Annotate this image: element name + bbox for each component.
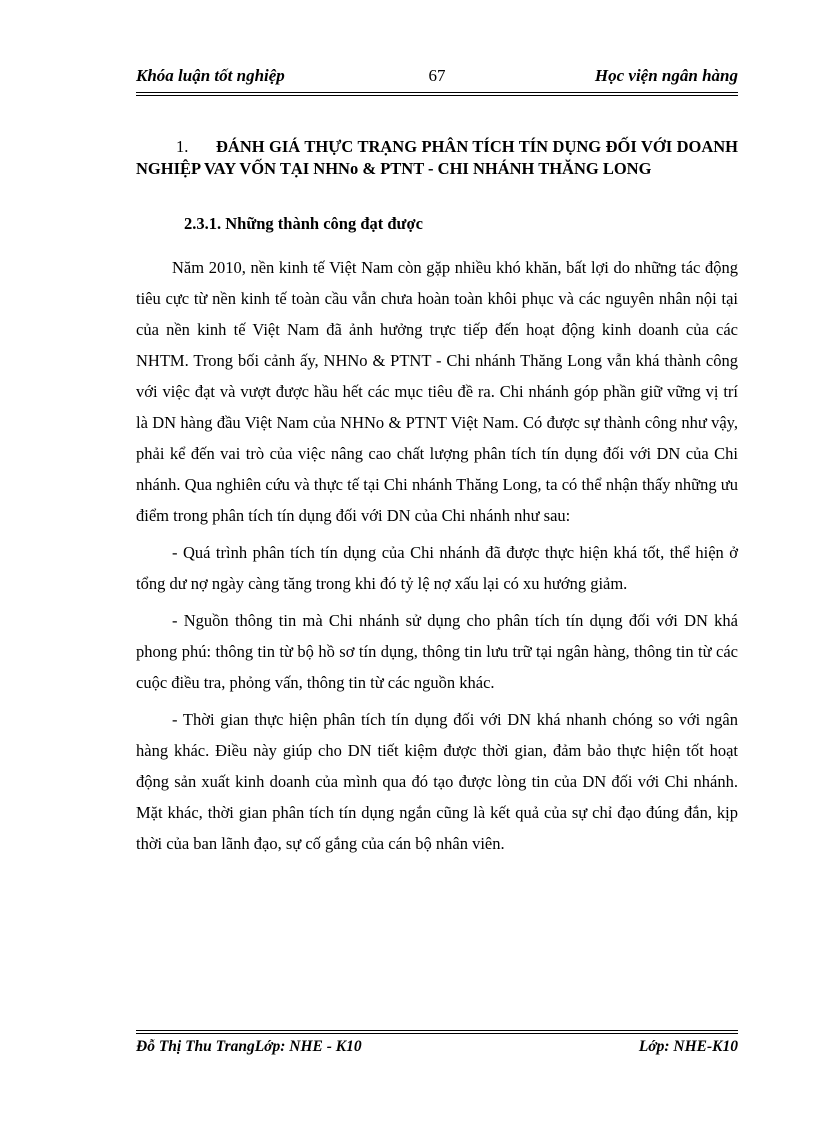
section-heading [136,136,738,180]
footer-class: Lớp: NHE-K10 [638,1038,738,1055]
section-number: 1. [176,137,189,156]
paragraph: - Nguồn thông tin mà Chi nhánh sử dụng cho phân tích tín dụng đối với DN khá phong phú: thông tin từ bộ hồ sơ tín dụng, thông tin lưu trữ tại ngân hàng, thông tin từ các cuộc điều tra, phỏng vấn, thông tin từ các nguồn khác. [136,611,738,692]
section-title: ĐÁNH GIÁ THỰC TRẠNG PHÂN TÍCH TÍN DỤNG ĐỐI VỚI DOANH NGHIỆP VAY VỐN TẠI NHNo & PTNT - CHI NHÁNH THĂNG LONG [136,137,738,178]
header-rule [136,92,738,93]
body-text [136,252,738,865]
paragraph: - Thời gian thực hiện phân tích tín dụng đối với DN khá nhanh chóng so với ngân hàng khác. Điều này giúp cho DN tiết kiệm được thời gian, đảm bảo thực hiện tốt hoạt động sản xuất kinh doanh của mình qua đó tạo được lòng tin của DN đối với Chi nhánh. Mặt khác, thời gian phân tích tín dụng ngắn cũng là kết quả của sự chỉ đạo đúng đắn, kịp thời của ban lãnh đạo, sự cố gắng của cán bộ nhân viên. [136,710,738,853]
subsection-heading: 2.3.1. Những thành công đạt được [184,214,423,233]
page-header [136,66,738,90]
page-footer [136,1038,738,1062]
paragraph: - Quá trình phân tích tín dụng của Chi nhánh đã được thực hiện khá tốt, thể hiện ở tổng dư nợ ngày càng tăng trong khi đó tỷ lệ nợ xấu lại có xu hướng giảm. [136,543,738,593]
footer-rule-thin [136,1030,738,1031]
footer-author: Đỗ Thị Thu TrangLớp: NHE - K10 [136,1038,362,1055]
footer-rule [136,1033,738,1034]
header-institution: Học viện ngân hàng [594,66,738,85]
header-rule-thin [136,95,738,96]
header-thesis-title: Khóa luận tốt nghiệp [136,66,285,85]
paragraph: Năm 2010, nền kinh tế Việt Nam còn gặp nhiều khó khăn, bất lợi do những tác động tiêu cực từ nền kinh tế toàn cầu vẫn chưa hoàn toàn khôi phục và các nguyên nhân nội tại của nền kinh tế Việt Nam đã ảnh hưởng trực tiếp đến hoạt động kinh doanh của các NHTM. Trong bối cảnh ấy, NHNo & PTNT - Chi nhánh Thăng Long vẫn khá thành công với việc đạt và vượt được hầu hết các mục tiêu đề ra. Chi nhánh góp phần giữ vững vị trí là DN hàng đầu Việt Nam của NHNo & PTNT Việt Nam. Có được sự thành công như vậy, phải kể đến vai trò của việc nâng cao chất lượng phân tích tín dụng đối với DN của Chi nhánh. Qua nghiên cứu và thực tế tại Chi nhánh Thăng Long, ta có thể nhận thấy những ưu điểm trong phân tích tín dụng đối với DN của Chi nhánh như sau: [136,258,738,525]
page-number: 67 [428,66,446,85]
